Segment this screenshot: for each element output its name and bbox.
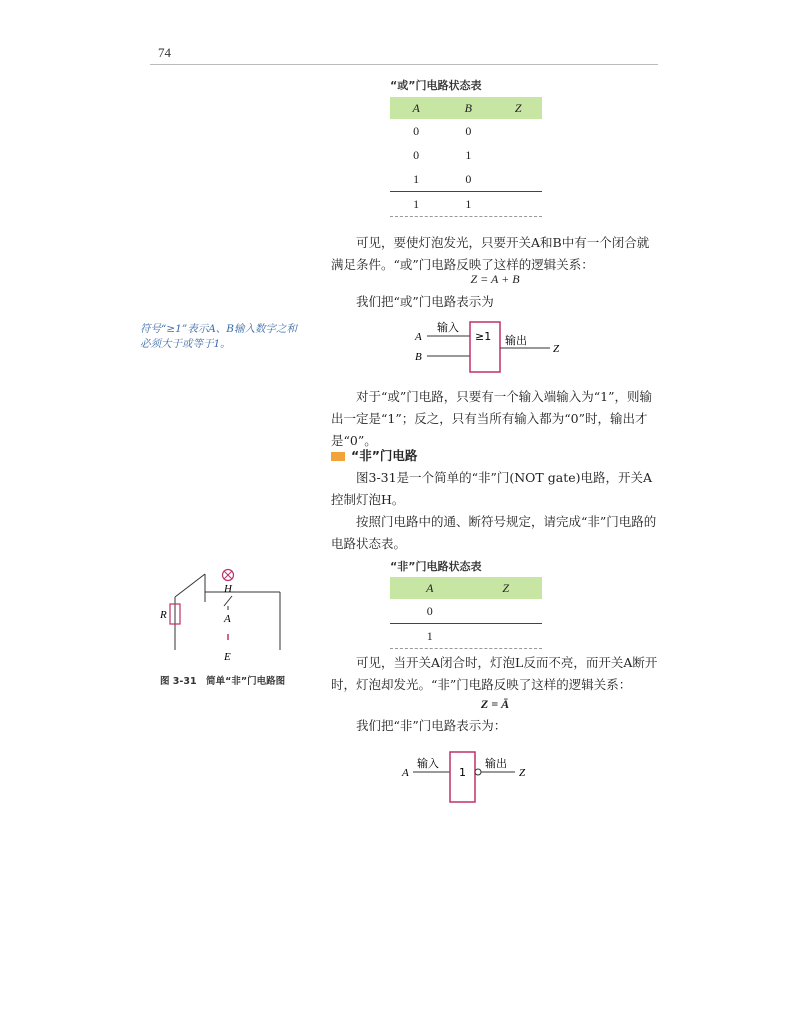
not-intro-paragraph: 图3-31是一个简单的“非”门(NOT gate)电路，开关A控制灯泡H。 [331,470,653,507]
table-cell: 0 [413,147,420,162]
or-gate-input-b: B [415,351,422,363]
table-cell [494,143,542,167]
table-cell: 1 [390,192,442,217]
not-instruction-paragraph: 按照门电路中的通、断符号规定，请完成“非”门电路的电路状态表。 [331,514,657,551]
table-cell [470,624,542,649]
not-truth-table [390,577,542,649]
or-equation: Z = A + B [470,272,520,286]
or-gate-input-a: A [415,331,422,343]
figure-label-h: H [224,583,232,595]
or-table-title: “或”门电路状态表 [390,79,482,92]
section-marker-icon [331,452,345,461]
table-bottom-rule [390,216,542,217]
table-row [390,143,542,167]
not-gate-input-a: A [402,767,409,779]
figure-label-a: A [224,613,231,625]
figure-label-r: R [160,609,167,621]
table-cell [470,599,542,624]
table-row [390,167,542,192]
not-gate-output-label: 输出 [485,757,507,770]
table-row [390,192,542,217]
table-cell [494,167,542,192]
table-header-row [390,97,542,119]
table-cell: 0 [426,603,433,618]
switch-icon [224,596,232,606]
table-header-cell: A [390,577,470,599]
not-equation: Z = Ā [480,697,510,711]
or-gate-output-label: 输出 [505,334,527,347]
or-truth-table [390,97,542,217]
figure-caption: 图 3-31 简单“非”门电路图 [160,676,286,687]
table-cell [494,119,542,143]
table-header-cell: B [442,97,494,119]
table-cell: 1 [390,624,470,649]
or-gate-symbol: ≥1 [475,330,492,343]
or-gate-input-label: 输入 [437,321,459,334]
table-row [390,599,542,624]
or-summary-paragraph: 对于“或”门电路，只要有一个输入端输入为“1”，则输出一定是“1”；反之，只有当所有输入都为“0”时，输出才是“0”。 [331,389,653,448]
table-cell [494,192,542,217]
page-number: 74 [158,45,171,60]
table-cell: 0 [465,123,472,138]
table-cell: 0 [413,123,420,138]
not-section-heading [331,446,417,464]
table-row [390,624,542,649]
table-header-row [390,577,542,599]
header-rule [150,64,658,65]
or-explanation-paragraph: 可见，要使灯泡发光，只要开关A和B中有一个闭合就满足条件。“或”门电路反映了这样的逻辑关系： [331,235,650,272]
table-cell: 0 [465,171,472,186]
table-row [390,119,542,143]
table-header-cell: Z [470,577,542,599]
not-gate-diagram [395,748,545,806]
table-cell: 1 [413,171,420,186]
or-gate-output-z: Z [553,343,560,355]
or-gate-diagram [405,318,575,376]
not-gate-symbol: 1 [459,766,466,779]
inverter-bubble-icon [475,769,481,775]
table-bottom-rule [390,648,542,649]
table-cell: 1 [465,147,472,162]
or-representation-paragraph: 我们把“或”门电路表示为 [356,294,494,309]
margin-note: 符号“≥1”表示A、B输入数字之和必须大于或等于1。 [140,323,298,350]
not-representation-paragraph: 我们把“非”门电路表示为： [356,718,507,733]
not-circuit-figure [150,562,290,667]
table-header-cell: A [390,97,442,119]
not-explanation-paragraph: 可见，当开关A闭合时，灯泡L反而不亮，而开关A断开时，灯泡却发光。“非”门电路反映了这样的逻辑关系： [331,655,658,692]
not-section-title: “非”门电路 [351,448,418,463]
table-header-cell: Z [494,97,542,119]
not-table-title: “非”门电路状态表 [390,560,482,573]
table-cell: 1 [442,192,494,217]
figure-label-e: E [224,651,231,663]
not-gate-output-z: Z [519,767,526,779]
not-gate-input-label: 输入 [417,757,439,770]
